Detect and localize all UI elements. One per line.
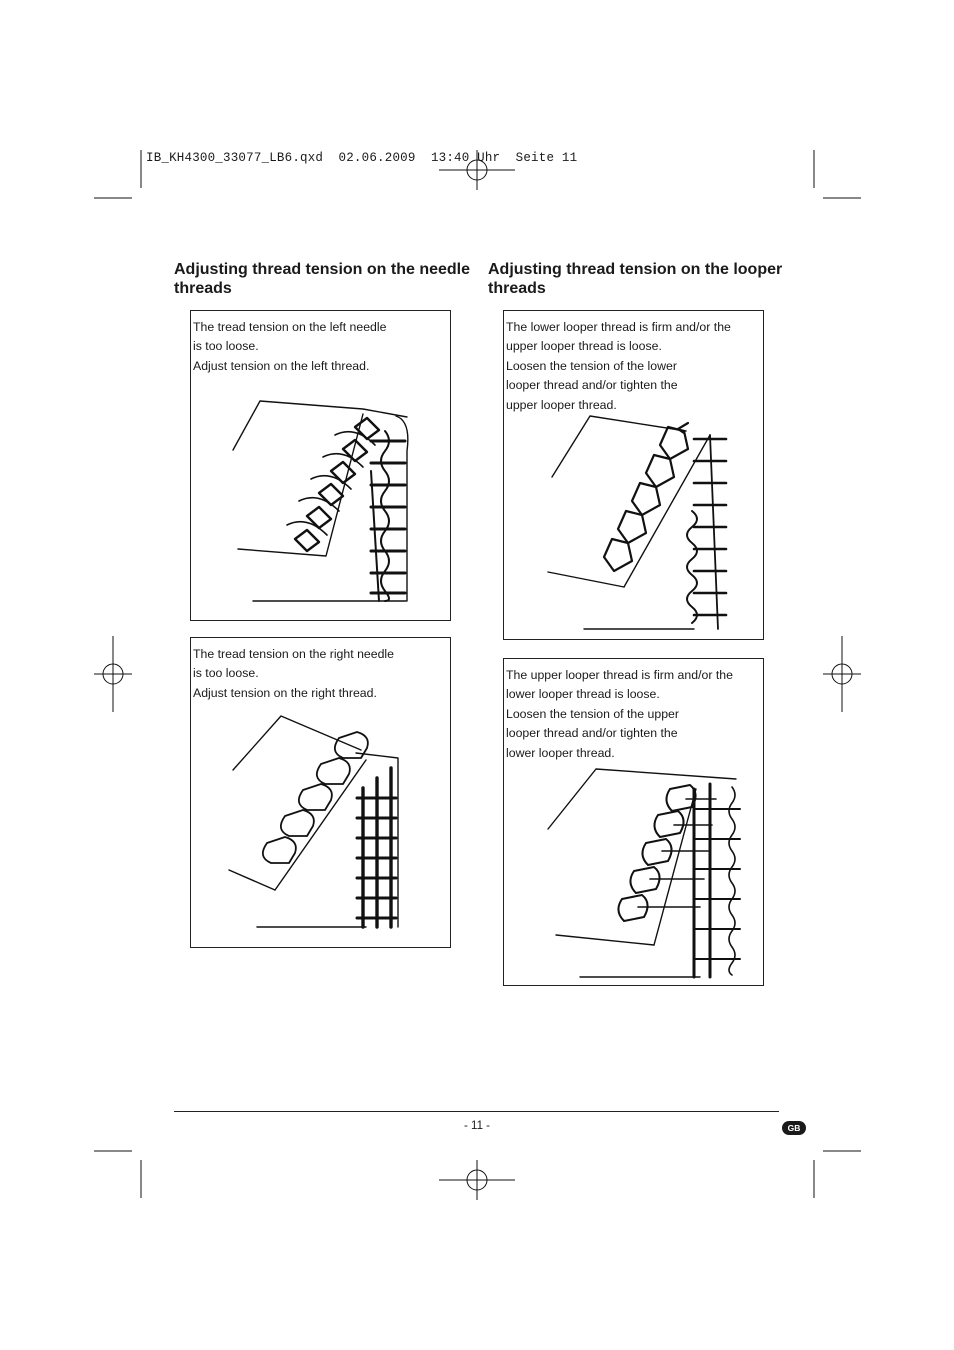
caption-line: lower looper thread.	[506, 745, 615, 760]
needle-title-line1: Adjusting thread tension on the needle	[174, 261, 471, 278]
page-number: - 11 -	[464, 1120, 490, 1132]
caption-line: The lower looper thread is firm and/or the	[506, 320, 731, 334]
caption-line: Loosen the tension of the upper	[506, 706, 679, 721]
lower-looper-stitch-illustration	[504, 311, 763, 639]
caption-line: Adjust tension on the right thread.	[193, 685, 377, 700]
caption-line: is too loose.	[193, 666, 259, 681]
caption-line: looper thread and/or tighten the	[506, 378, 678, 393]
right-needle-figure-box	[190, 637, 451, 948]
caption-line: The tread tension on the left needle	[193, 320, 387, 334]
language-badge: GB	[782, 1121, 806, 1135]
caption-line: lower looper thread is loose.	[506, 687, 660, 702]
caption-line: The tread tension on the right needle	[193, 647, 394, 661]
caption-line: Adjust tension on the left thread.	[193, 358, 370, 373]
needle-section-title	[174, 260, 470, 298]
caption-line: looper thread and/or tighten the	[506, 726, 678, 741]
upper-looper-figure-box	[503, 658, 764, 986]
left-needle-stitch-illustration	[191, 311, 450, 620]
caption-line: upper looper thread is loose.	[506, 339, 662, 354]
looper-title-line2: threads	[488, 280, 546, 297]
registration-mark-left	[94, 636, 132, 712]
looper-section-title	[488, 260, 782, 298]
registration-mark-bottom	[439, 1160, 515, 1200]
print-slug: IB_KH4300_33077_LB6.qxd 02.06.2009 13:40 Uhr Seite 11	[146, 151, 578, 165]
looper-title-line1: Adjusting thread tension on the looper	[488, 261, 783, 278]
lower-looper-figure-box	[503, 310, 764, 640]
left-needle-figure-box	[190, 310, 451, 621]
caption-line: Loosen the tension of the lower	[506, 358, 677, 373]
caption-line: The upper looper thread is firm and/or the	[506, 668, 733, 682]
upper-looper-stitch-illustration	[504, 659, 763, 985]
needle-title-line2: threads	[174, 280, 232, 297]
registration-mark-right	[823, 636, 861, 712]
right-needle-stitch-illustration	[191, 638, 450, 947]
caption-line: is too loose.	[193, 339, 259, 354]
caption-line: upper looper thread.	[506, 397, 617, 412]
footer-rule	[174, 1111, 779, 1112]
